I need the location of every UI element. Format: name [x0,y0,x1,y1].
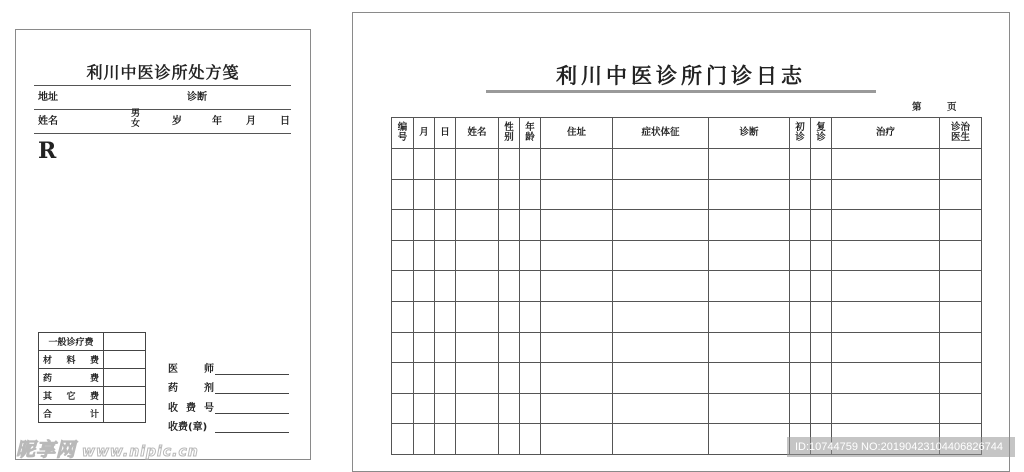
column-header [541,118,613,149]
diagnosis-label: 诊断 [187,92,207,103]
fee-row [39,387,146,405]
table-cell[interactable] [435,149,456,180]
signature-label: 收费号 [168,403,214,414]
table-cell[interactable] [541,393,613,424]
column-header [414,118,435,149]
table-cell[interactable] [414,271,435,302]
table-cell[interactable] [541,363,613,394]
table-cell[interactable] [790,332,811,363]
divider [34,85,291,86]
fee-value[interactable] [104,369,146,387]
column-header [709,118,790,149]
table-cell[interactable] [541,240,613,271]
table-cell[interactable] [940,301,982,332]
table-cell[interactable] [832,363,940,394]
fee-value[interactable] [104,405,146,423]
table-cell[interactable] [435,271,456,302]
table-row [392,363,982,394]
signature-label: 药剂 [168,383,214,394]
table-cell[interactable] [392,301,414,332]
table-cell[interactable] [520,240,541,271]
column-header-label: 诊治医生 [950,122,970,143]
year-label: 年 [212,116,222,127]
signature-pharmacist [168,379,289,394]
table-cell[interactable] [709,332,790,363]
table-cell[interactable] [414,149,435,180]
table-row [392,149,982,180]
watermark-logo [16,435,199,462]
fee-label: 材料费 [39,351,104,369]
table-cell[interactable] [613,301,709,332]
column-header [832,118,940,149]
table-cell[interactable] [709,363,790,394]
table-cell[interactable] [613,363,709,394]
column-header [811,118,832,149]
fee-label: 其它费 [39,387,104,405]
rx-symbol: R [38,138,57,164]
table-cell[interactable] [414,210,435,241]
table-cell[interactable] [392,332,414,363]
divider [34,109,291,110]
table-row [392,393,982,424]
signature-line[interactable] [215,383,289,394]
table-cell[interactable] [832,393,940,424]
column-header-label: 性别 [504,122,514,143]
table-cell[interactable] [541,149,613,180]
month-label: 月 [246,116,256,127]
table-cell[interactable] [456,424,499,455]
column-header [940,118,982,149]
table-cell[interactable] [811,363,832,394]
clinic-log-table [391,117,982,455]
table-cell[interactable] [414,179,435,210]
column-header [456,118,499,149]
column-header-label: 姓名 [467,127,487,138]
table-cell[interactable] [435,179,456,210]
table-cell[interactable] [613,271,709,302]
table-cell[interactable] [541,271,613,302]
fee-row [39,405,146,423]
watermark-site-name: 昵享网 [16,439,77,461]
table-cell[interactable] [414,332,435,363]
column-header [613,118,709,149]
table-cell[interactable] [790,271,811,302]
fee-row [39,333,146,351]
fee-row [39,351,146,369]
fee-value[interactable] [104,351,146,369]
table-cell[interactable] [392,424,414,455]
signature-line[interactable] [215,403,289,414]
column-header-label: 月 [419,127,429,138]
table-cell[interactable] [499,149,520,180]
table-cell[interactable] [940,240,982,271]
table-row [392,271,982,302]
table-cell[interactable] [613,210,709,241]
table-cell[interactable] [940,393,982,424]
page-prefix: 第 [912,102,922,113]
table-cell[interactable] [435,332,456,363]
table-cell[interactable] [832,271,940,302]
title-underline [486,90,876,93]
table-cell[interactable] [832,149,940,180]
name-label: 姓名 [38,116,58,127]
table-row [392,179,982,210]
table-cell[interactable] [613,240,709,271]
table-cell[interactable] [520,149,541,180]
table-cell[interactable] [790,210,811,241]
table-cell[interactable] [520,393,541,424]
fee-label: 合计 [39,405,104,423]
table-cell[interactable] [790,149,811,180]
table-cell[interactable] [392,240,414,271]
column-header-label: 住址 [566,127,586,138]
table-cell[interactable] [499,332,520,363]
table-cell[interactable] [811,332,832,363]
table-cell[interactable] [940,271,982,302]
table-cell[interactable] [811,393,832,424]
table-cell[interactable] [541,179,613,210]
address-label: 地址 [38,92,58,103]
table-cell[interactable] [811,149,832,180]
fee-value[interactable] [104,387,146,405]
table-cell[interactable] [709,393,790,424]
table-cell[interactable] [456,149,499,180]
table-cell[interactable] [414,363,435,394]
table-cell[interactable] [811,210,832,241]
table-cell[interactable] [541,301,613,332]
prescription-title: 利川中医诊所处方笺 [86,63,240,82]
table-cell[interactable] [940,149,982,180]
table-cell[interactable] [499,301,520,332]
table-row [392,210,982,241]
table-cell[interactable] [392,149,414,180]
table-cell[interactable] [541,210,613,241]
table-cell[interactable] [811,179,832,210]
table-cell[interactable] [613,149,709,180]
table-cell[interactable] [790,240,811,271]
table-cell[interactable] [832,179,940,210]
table-cell[interactable] [709,149,790,180]
table-cell[interactable] [456,393,499,424]
table-cell[interactable] [499,179,520,210]
table-cell[interactable] [541,424,613,455]
table-cell[interactable] [499,363,520,394]
table-row [392,332,982,363]
column-header-label: 年龄 [525,122,535,143]
table-cell[interactable] [790,363,811,394]
gender-female-label: 女 [131,119,141,129]
table-cell[interactable] [940,363,982,394]
table-cell[interactable] [520,210,541,241]
table-cell[interactable] [414,424,435,455]
table-header-row [392,118,982,149]
column-header-label: 复诊 [816,122,826,143]
table-cell[interactable] [940,332,982,363]
table-cell[interactable] [613,332,709,363]
table-cell[interactable] [940,179,982,210]
table-cell[interactable] [811,271,832,302]
table-cell[interactable] [499,240,520,271]
signature-line[interactable] [215,364,289,375]
fee-row [39,369,146,387]
table-cell[interactable] [435,363,456,394]
table-cell[interactable] [520,271,541,302]
table-cell[interactable] [456,363,499,394]
column-header [435,118,456,149]
column-header-label: 诊断 [739,127,759,138]
divider [34,133,291,134]
table-cell[interactable] [392,393,414,424]
table-cell[interactable] [520,424,541,455]
signature-cashier-stamp [168,418,289,433]
table-cell[interactable] [499,393,520,424]
table-cell[interactable] [832,332,940,363]
table-cell[interactable] [832,301,940,332]
column-header [392,118,414,149]
table-cell[interactable] [541,332,613,363]
signature-receipt-no [168,399,289,414]
table-cell[interactable] [709,179,790,210]
table-cell[interactable] [613,179,709,210]
column-header [499,118,520,149]
table-cell[interactable] [456,210,499,241]
table-cell[interactable] [435,424,456,455]
table-cell[interactable] [832,210,940,241]
table-cell[interactable] [811,301,832,332]
day-label: 日 [280,116,290,127]
signature-doctor [168,360,289,375]
column-header [790,118,811,149]
table-cell[interactable] [435,210,456,241]
table-row [392,301,982,332]
table-cell[interactable] [520,179,541,210]
table-cell[interactable] [435,301,456,332]
age-label: 岁 [172,116,182,127]
table-cell[interactable] [520,363,541,394]
table-cell[interactable] [499,210,520,241]
table-cell[interactable] [392,210,414,241]
signature-label: 收费(章) [168,422,208,433]
column-header-label: 编号 [397,122,408,143]
table-cell[interactable] [499,424,520,455]
signature-label: 医师 [168,364,214,375]
column-header-label: 日 [440,127,450,138]
gender-male-label: 男 [131,109,141,119]
table-cell[interactable] [709,424,790,455]
table-cell[interactable] [392,271,414,302]
table-cell[interactable] [790,393,811,424]
watermark-site-url: www.nipic.cn [82,444,199,460]
page-suffix: 页 [947,102,957,113]
table-cell[interactable] [709,301,790,332]
table-cell[interactable] [435,240,456,271]
log-title: 利川中医诊所门诊日志 [556,63,806,88]
column-header [520,118,541,149]
table-cell[interactable] [414,240,435,271]
column-header-label: 初诊 [795,122,805,143]
fee-value[interactable] [104,333,146,351]
column-header-label: 治疗 [875,127,895,138]
table-cell[interactable] [435,393,456,424]
table-cell[interactable] [456,301,499,332]
fee-label: 药费 [39,369,104,387]
table-cell[interactable] [709,210,790,241]
table-cell[interactable] [832,240,940,271]
fee-label: 一般诊疗费 [39,333,104,351]
fee-table [38,332,146,423]
table-cell[interactable] [520,301,541,332]
table-cell[interactable] [709,240,790,271]
column-header-label: 症状体征 [641,127,680,138]
table-cell[interactable] [456,332,499,363]
table-cell[interactable] [456,240,499,271]
watermark-id: ID:10744759 NO:20190423104406826744 [787,437,1015,457]
table-cell[interactable] [414,393,435,424]
table-cell[interactable] [709,271,790,302]
table-cell[interactable] [392,363,414,394]
table-cell[interactable] [414,301,435,332]
table-cell[interactable] [940,210,982,241]
table-cell[interactable] [790,301,811,332]
signature-line[interactable] [215,422,289,433]
table-cell[interactable] [790,179,811,210]
table-cell[interactable] [613,393,709,424]
table-cell[interactable] [456,179,499,210]
table-cell[interactable] [520,332,541,363]
table-cell[interactable] [613,424,709,455]
table-cell[interactable] [456,271,499,302]
table-row [392,240,982,271]
table-cell[interactable] [811,240,832,271]
table-cell[interactable] [499,271,520,302]
table-cell[interactable] [392,179,414,210]
